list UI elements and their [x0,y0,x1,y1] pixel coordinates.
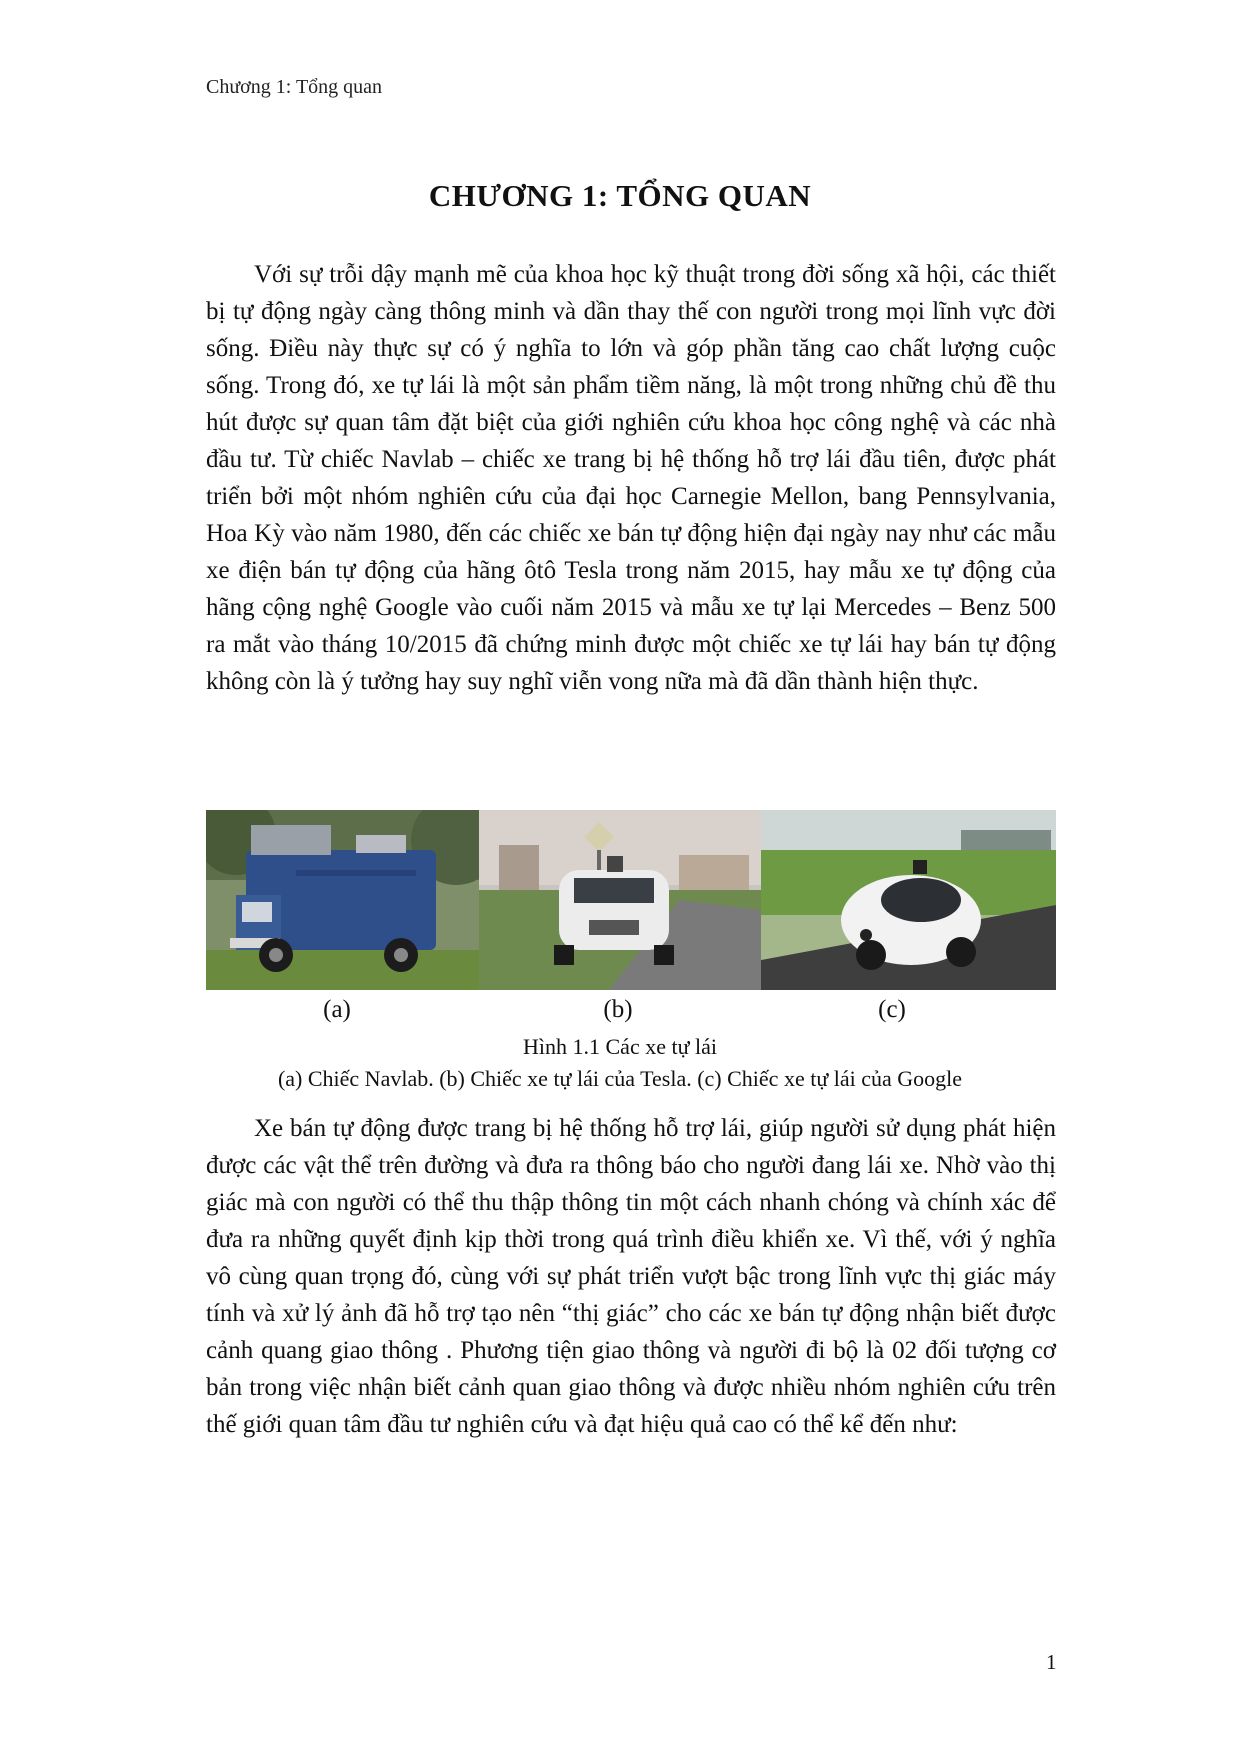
figure-autonomous-cars [206,810,1056,990]
paragraph-semi-autonomous: Xe bán tự động được trang bị hệ thống hỗ trợ lái, giúp người sử dụng phát hiện được các vật thể trên đường và đưa ra thông báo cho người đang lái xe. Nhờ vào thị giác mà con người có thể thu thập thông tin một cách nhanh chóng và chính xác để đưa ra những quyết định kịp thời trong quá trình điều khiển xe. Vì thế, với ý nghĩa vô cùng quan trọng đó, cùng với sự phát triển vượt bậc trong lĩnh vực thị giác máy tính và xử lý ảnh đã hỗ trợ tạo nên “thị giác” cho các xe bán tự động nhận biết được cảnh quang giao thông . Phương tiện giao thông và người đi bộ là 02 đối tượng cơ bản trong việc nhận biết cảnh quan giao thông và được nhiều nhóm nghiên cứu trên thế giới quan tâm đầu tư nghiên cứu và đạt hiệu quả cao có thể kể đến như: [206,1115,1056,1438]
page-number: 1 [1046,1650,1057,1674]
figure-caption-description: (a) Chiếc Navlab. (b) Chiếc xe tự lái của Tesla. (c) Chiếc xe tự lái của Google [277,1066,963,1091]
chapter-title: CHƯƠNG 1: TỔNG QUAN [428,178,812,213]
figure-caption-title: Hình 1.1 Các xe tự lái [523,1034,717,1059]
paragraph-intro: Với sự trỗi dậy mạnh mẽ của khoa học kỹ thuật trong đời sống xã hội, các thiết bị tự động ngày càng thông minh và dần thay thế con người trong mọi lĩnh vực đời sống. Điều này thực sự có ý nghĩa to lớn và góp phần tăng cao chất lượng cuộc sống. Trong đó, xe tự lái là một sản phẩm tiềm năng, là một trong những chủ đề thu hút được sự quan tâm đặt biệt của giới nghiên cứu khoa học công nghệ và các nhà đầu tư. Từ chiếc Navlab – chiếc xe trang bị hệ thống hỗ trợ lái đầu tiên, được phát triển bởi một nhóm nghiên cứu của đại học Carnegie Mellon, bang Pennsylvania, Hoa Kỳ vào năm 1980, đến các chiếc xe bán tự động hiện đại ngày nay như các mẫu xe điện bán tự động của hãng ôtô Tesla trong năm 2015, hay mẫu xe tự động của hãng cộng nghệ Google vào cuối năm 2015 và mẫu xe tự lại Mercedes – Benz 500 ra mắt vào tháng 10/2015 đã chứng minh được một chiếc xe tự lái hay bán tự động không còn là ý tưởng hay suy nghĩ viễn vong nữa mà đã dần thành hiện thực. [206,261,1056,695]
figure-label-b: (b) [603,996,633,1023]
photo-tesla-car [479,810,761,990]
figure-label-a: (a) [323,996,351,1023]
running-header: Chương 1: Tổng quan [206,76,383,98]
photo-google-car [761,810,1056,990]
figure-label-c: (c) [878,996,906,1023]
photo-navlab-van [206,810,479,990]
